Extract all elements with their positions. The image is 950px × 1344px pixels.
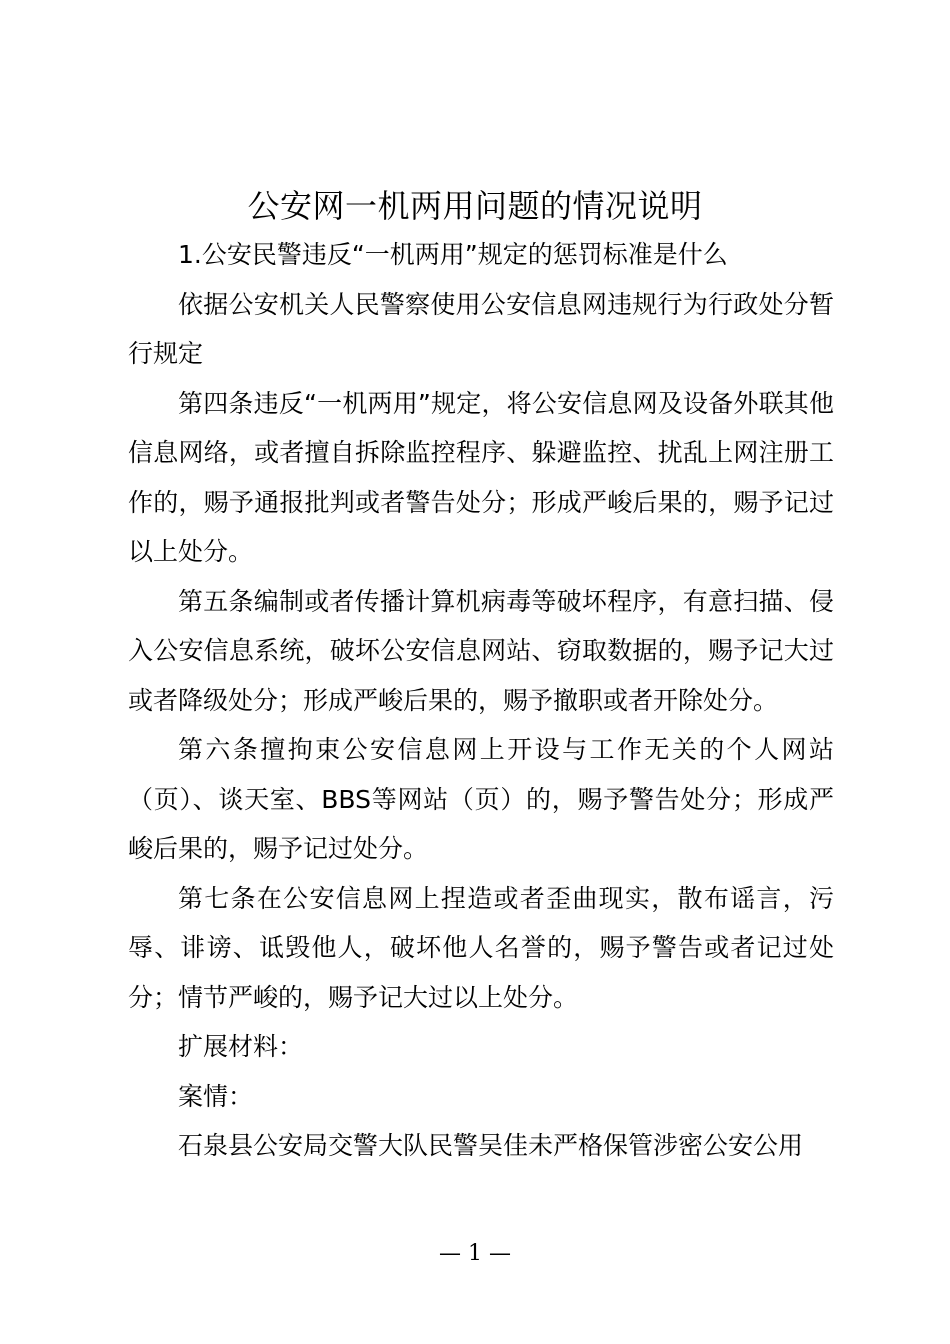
document-body	[128, 230, 834, 1171]
paragraph-article-5: 第五条编制或者传播计算机病毒等破坏程序，有意扫描、侵入公安信息系统，破坏公安信息网站、窃取数据的，赐予记大过或者降级处分；形成严峻后果的，赐予撤职或者开除处分。	[128, 586, 834, 715]
page-number: — 1 —	[439, 1241, 511, 1266]
paragraph-case-text: 石泉县公安局交警大队民警吴佳未严格保管涉密公安公用	[178, 1131, 804, 1160]
paragraph-basis: 依据公安机关人民警察使用公安信息网违规行为行政处分暂行规定	[128, 289, 834, 368]
paragraph-case-label: 案情：	[178, 1081, 254, 1111]
paragraph-article-6: 第六条擅拘束公安信息网上开设与工作无关的个人网站（页）、谈天室、BBS等网站（页）的，赐予警告处分；形成严峻后果的，赐予记过处分。	[128, 735, 834, 863]
paragraph-article-4: 第四条违反“一机两用”规定，将公安信息网及设备外联其他信息网络，或者擅自拆除监控程序、躲避监控、扰乱上网注册工作的，赐予通报批判或者警告处分；形成严峻后果的，赐予记过以上处分。	[128, 388, 834, 566]
paragraph-question: 1.公安民警违反“一机两用”规定的惩罚标准是什么	[178, 240, 728, 269]
document-title: 公安网一机两用问题的情况说明	[247, 187, 703, 225]
paragraph-article-7: 第七条在公安信息网上捏造或者歪曲现实，散布谣言，污辱、诽谤、诋毁他人，破坏他人名誉的，赐予警告或者记过处分；情节严峻的，赐予记大过以上处分。	[128, 883, 834, 1012]
paragraph-extended-material: 扩展材料：	[178, 1032, 304, 1061]
